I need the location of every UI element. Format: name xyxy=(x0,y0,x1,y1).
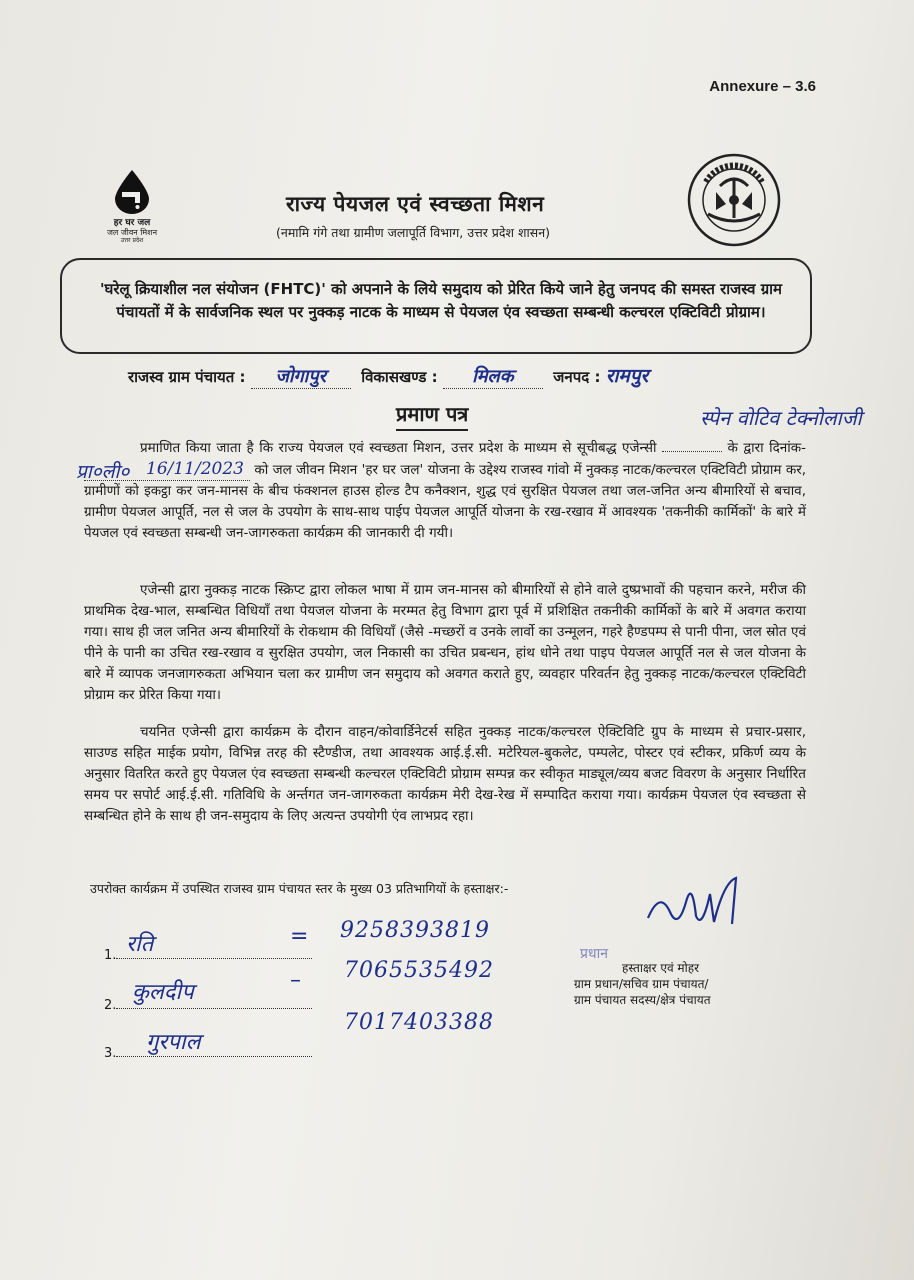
signatory-block xyxy=(574,954,774,1008)
har-ghar-jal-logo xyxy=(92,168,172,244)
block-label: विकासखण्ड : xyxy=(361,368,438,386)
para1-part-c: को जल जीवन मिशन 'हर घर जल' योजना के उद्देश्य राजस्व गांवो में नुक्कड़ नाटक/कल्चरल एक्टिविटी प्रोग्राम कर, ग्रामीणों को इकट्ठा कर जन-मानस के बीच फंक्शनल हाउस होल्ड टैप कनैक्शन, शुद्ध एवं सुरक्षित पेयजल तथा जल-जनित अन्य बीमारियों से बचाव, ग्रामीण पेयजल आपूर्ति, नल से जल के उपयोग के साथ-साथ पाईप पेयजल आपूर्ति योजना के रख-रखाव में आवश्यक 'तकनीकी कार्मिकों' के बारे में पेयजल एवं स्वच्छता सम्बन्धी जन-जागरुकता कार्यक्रम की जानकारी दी गयी। xyxy=(84,462,807,541)
participant-1-name: रति xyxy=(126,932,154,957)
participant-2-dash: – xyxy=(290,968,301,993)
para1-part-b: के द्वारा दिनांक- xyxy=(727,440,807,456)
participant-num: 1. xyxy=(104,948,117,963)
logo-line-1: हर घर जल xyxy=(113,218,151,228)
participant-2-name: कुलदीप xyxy=(132,980,194,1005)
paragraph-2: एजेन्सी द्वारा नुक्कड़ नाटक स्क्रिप्ट द्वारा लोकल भाषा में ग्राम जन-मानस को बीमारियों से होने वाले दुष्प्रभावों की पहचान करने, मरीज की प्राथमिक देख-भाल, सम्बन्धित विधियाँ तथा पेयजल योजना के मरम्मत हेतु विभाग द्वारा पूर्व में प्रशिक्षित तकनीकी कार्मिकों के बारे में अवगत कराया गया। साथ ही जल जनित अन्य बीमारियों के रोकथाम की विधियाँ (जैसे -मच्छरों व उनके लार्वो का उन्मूलन, गहरे हैण्डपम्प से पानी पीना, जल स्रोत एवं पीने के पानी का उचित रख-रखाव व सुरक्षित उपयोग, जल निकासी का उचित प्रबन्धन, हांथ धोने तथा पाइप पेयजल आपूर्ति नल से जल योजना के बारे में व्यापक जनजागरुकता अभियान चला कर ग्रामीण जन समुदाय को अवगत कराते हुए, व्यवहार परिवर्तन हेतु नुक्कड़ नाटक/कल्चरल एक्टिविटी प्रोग्राम कर प्रेरित किया गया। xyxy=(84,582,806,703)
up-government-seal-icon xyxy=(686,152,782,248)
certificate-title: प्रमाण पत्र xyxy=(396,400,468,431)
participant-2-phone: 7065535492 xyxy=(344,958,494,983)
participant-row-3 xyxy=(104,1046,312,1061)
participants-caption: उपरोक्त कार्यक्रम में उपस्थित राजस्व ग्राम पंचायत स्तर के मुख्य 03 प्रतिभागियों के हस्ताक्षर:- xyxy=(90,881,509,896)
paragraph-3: चयनित एजेन्सी द्वारा कार्यक्रम के दौरान वाहन/कोवार्डिनेटर्स सहित नुक्कड़ नाटक/कल्चरल ऐक्टिविटि ग्रुप के माध्यम से प्रचार-प्रसार, साउण्ड सहित माईक प्रयोग, विभिन्न तरह की स्टैण्डीज, तथा आवश्यक आई.ई.सी. मटेरियल-बुकलेट, पम्पलेट, पोस्टर एवं स्टीकर, प्रकिर्ण व्यय के अनुसार वितरित करते हुए पेयजल एंव स्वच्छता सम्बन्धी कल्चरल एक्टिविटी प्रोग्राम सम्पन्न कर स्वीकृत माड्यूल/व्यय बजट विवरण के अनुसार निर्धारित समय पर सपोर्ट आई.ई.सी. गतिविधि के अर्न्तगत जन-जागरुकता कार्यक्रम मेरी देख-रेख में सम्पादित कराया गया। कार्यक्रम पेयजल एंव स्वच्छता से सम्बन्धित होने के साथ ही जन-समुदाय के लिए अत्यन्त उपयोगी एंव लाभप्रद रहा। xyxy=(84,724,806,824)
participant-num: 2. xyxy=(104,998,117,1013)
org-subtitle: (नमामि गंगे तथा ग्रामीण जलापूर्ति विभाग, उत्तर प्रदेश शासन) xyxy=(276,225,551,240)
gp-value: जोगापुर xyxy=(275,366,326,387)
handwritten-margin-note: प्रा०ली० xyxy=(76,461,130,483)
gp-label: राजस्व ग्राम पंचायत : xyxy=(128,368,246,386)
program-banner: 'घरेलू क्रियाशील नल संयोजन (FHTC)' को अपनाने के लिये समुदाय को प्रेरित किये जाने हेतु जनपद की समस्त राजस्व ग्राम पंचायतों में के सार्वजनिक स्थल पर नुक्कड़ नाटक के माध्यम से पेयजल एंव स्वच्छता सम्बन्धी कल्चरल एक्टिविटी प्रोग्राम। xyxy=(60,258,812,354)
handwritten-date: 16/11/2023 xyxy=(84,459,250,481)
signatory-line-2: ग्राम प्रधान/सचिव ग्राम पंचायत/ xyxy=(574,977,709,991)
participant-num: 3. xyxy=(104,1046,117,1061)
org-title: राज्य पेयजल एवं स्वच्छता मिशन xyxy=(286,192,545,216)
signatory-line-3: ग्राम पंचायत सदस्य/क्षेत्र पंचायत xyxy=(574,993,711,1007)
pradhan-stamp: प्रधान xyxy=(580,946,608,962)
signature-mark xyxy=(640,872,750,942)
participant-1-dash: = xyxy=(290,924,309,949)
water-drop-tap-icon xyxy=(109,168,155,214)
logo-line-3: उत्तर प्रदेश xyxy=(120,237,144,244)
annexure-label: Annexure – 3.6 xyxy=(709,78,816,95)
district-label: जनपद : xyxy=(553,368,601,386)
paragraph-1 xyxy=(84,438,806,544)
para1-part-a: प्रमाणित किया जाता है कि राज्य पेयजल एवं स्वच्छता मिशन, उत्तर प्रदेश के माध्यम से सूचीबद्ध एजेन्सी xyxy=(140,440,657,456)
participant-3-phone: 7017403388 xyxy=(344,1010,494,1035)
handwritten-agency-name: स्पेन वोटिव टेक्नोलाजी xyxy=(700,406,862,430)
gram-panchayat-line xyxy=(128,362,648,389)
participant-3-name: गुरपाल xyxy=(146,1030,201,1055)
logo-line-2: जल जीवन मिशन xyxy=(106,228,158,237)
block-value: मिलक xyxy=(472,366,514,387)
participant-1-phone: 9258393819 xyxy=(340,918,490,943)
signatory-line-1: हस्ताक्षर एवं मोहर xyxy=(622,961,700,975)
district-value: रामपुर xyxy=(605,365,649,387)
